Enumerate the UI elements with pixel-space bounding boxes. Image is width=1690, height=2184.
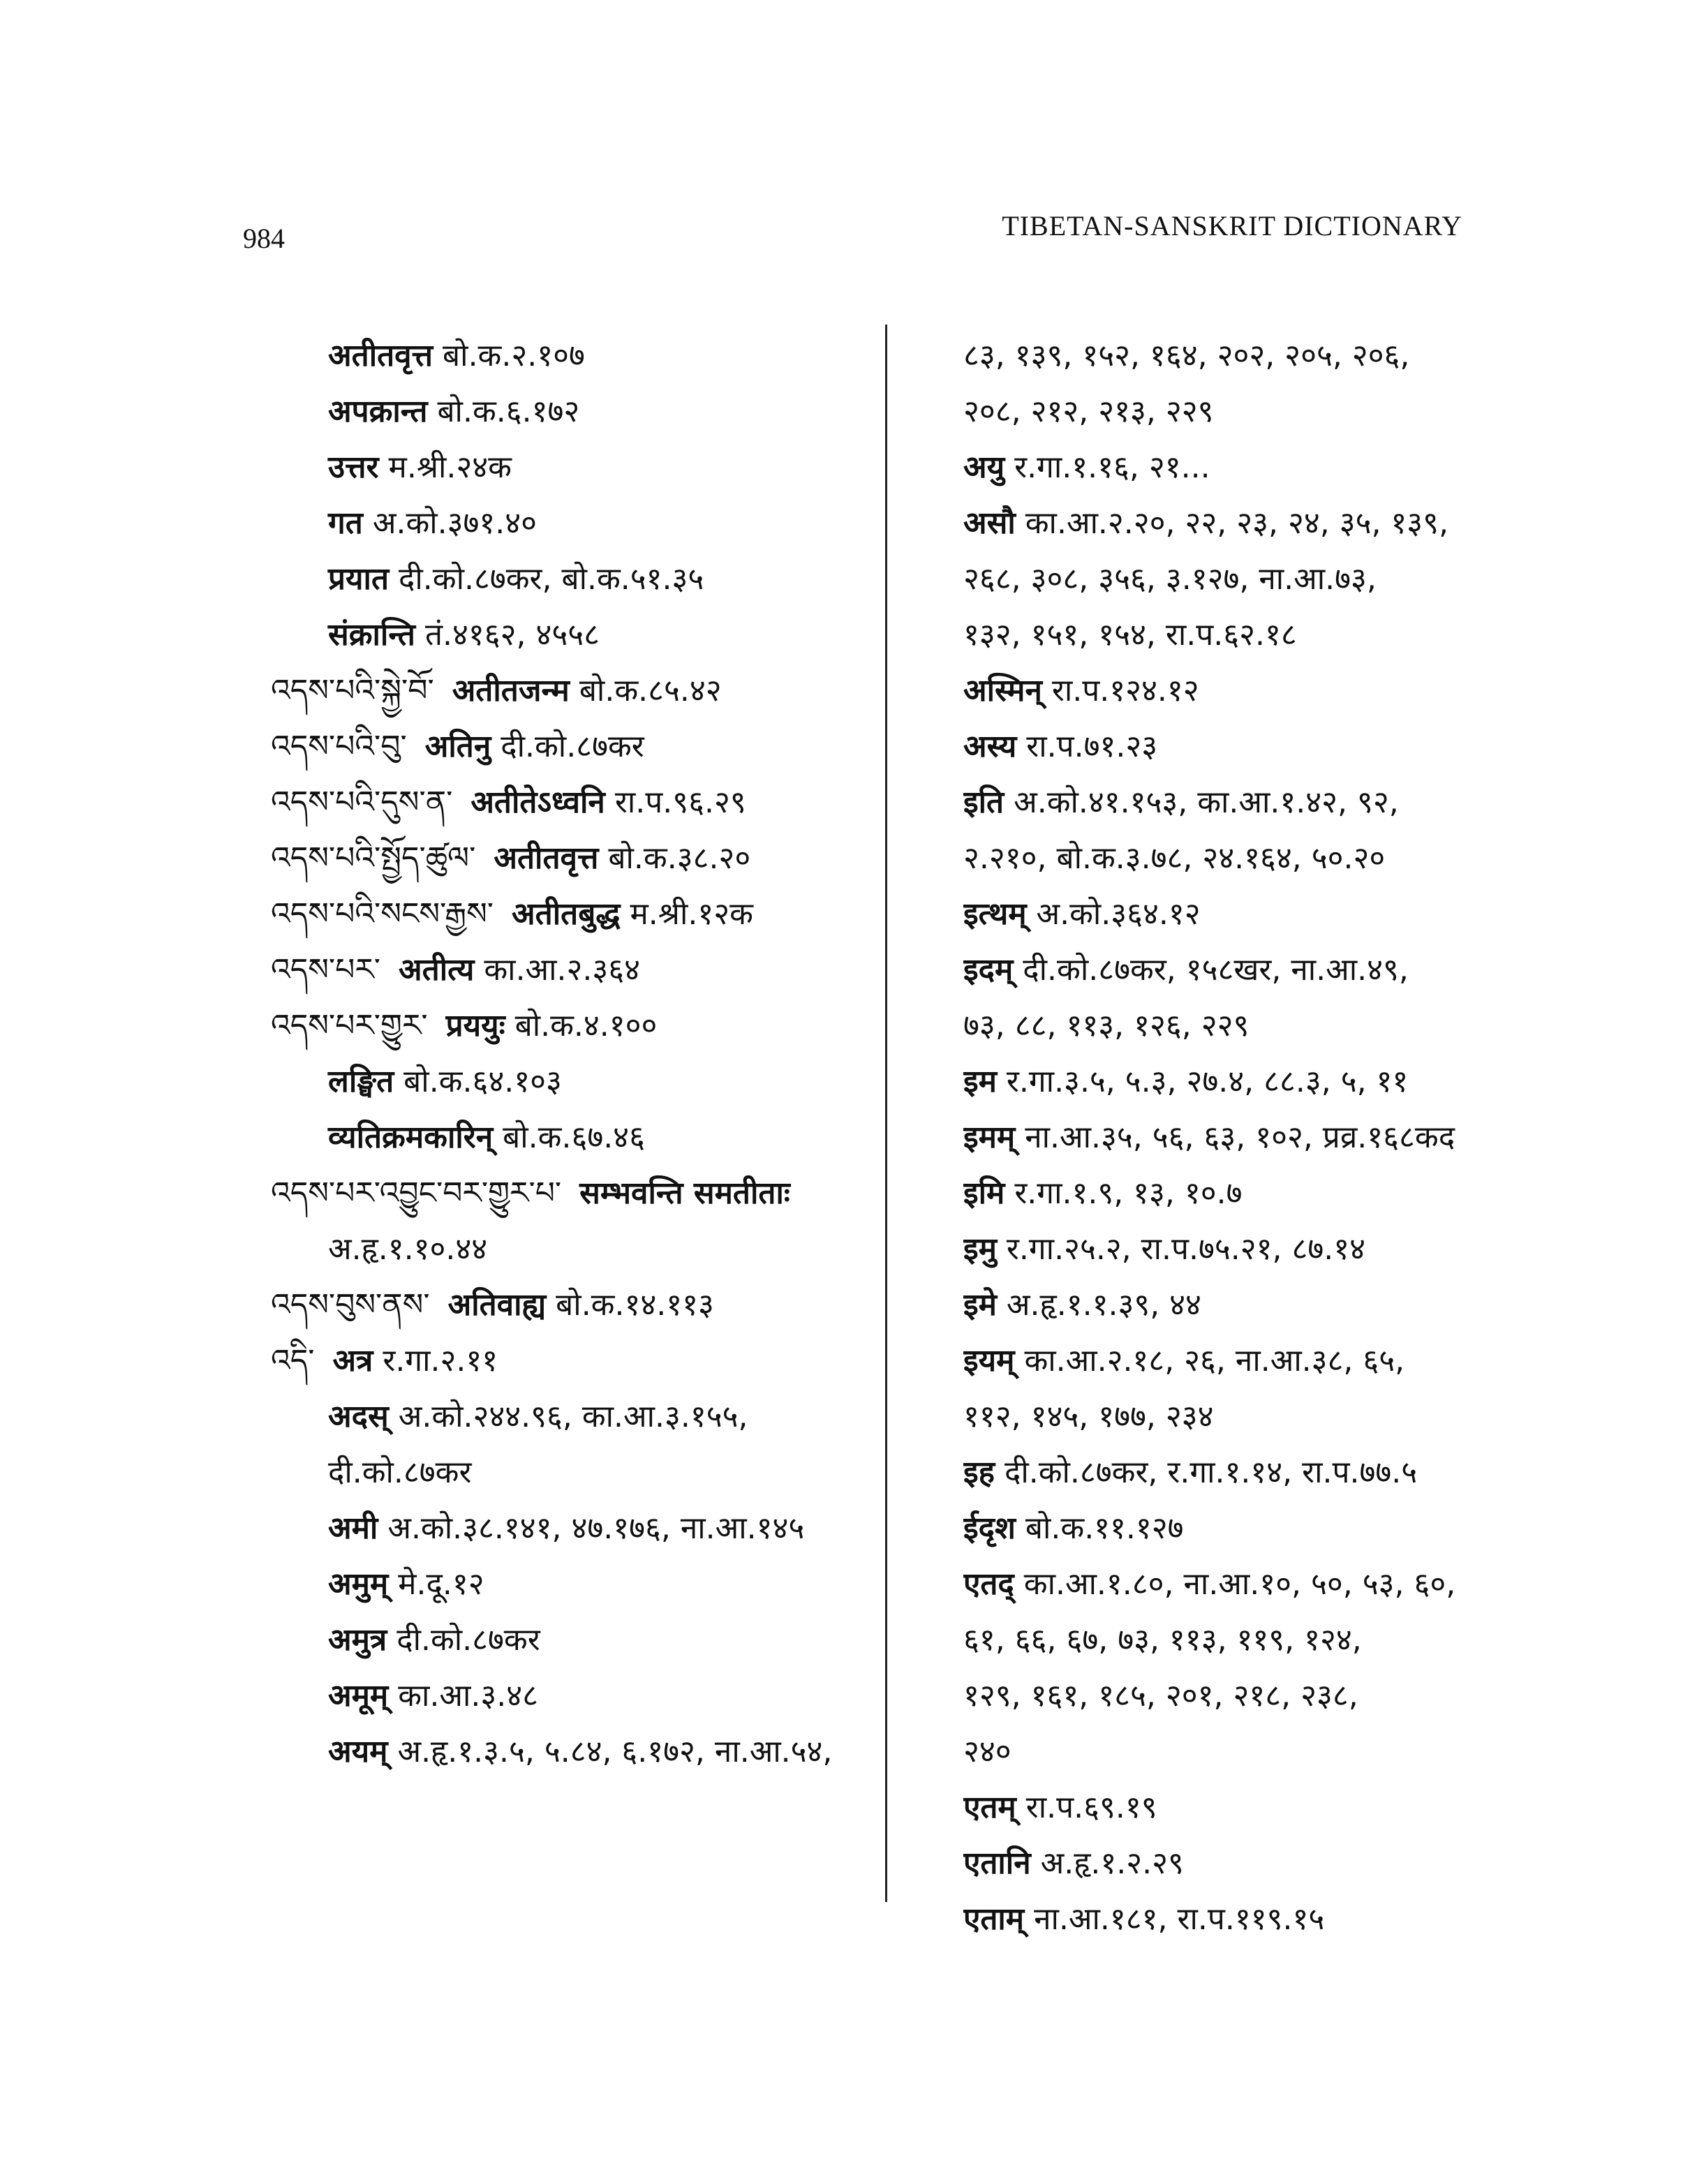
dictionary-entry bbox=[251, 1668, 873, 1724]
dictionary-entry bbox=[251, 551, 873, 607]
dictionary-entry bbox=[963, 719, 1522, 775]
dictionary-entry bbox=[963, 1110, 1522, 1166]
source-reference: अ.हृ.१.२.२९ bbox=[1040, 1845, 1184, 1881]
dictionary-entry bbox=[251, 1445, 873, 1501]
source-reference: अ.को.३८.१४१, ४७.१७६, ना.आ.१४५ bbox=[387, 1510, 805, 1546]
dictionary-entry bbox=[963, 1724, 1522, 1780]
sanskrit-headword: प्रयात bbox=[328, 561, 390, 597]
dictionary-entry bbox=[963, 328, 1522, 384]
source-reference: अ.को.२४४.९६, का.आ.३.१५५, bbox=[398, 1399, 748, 1434]
dictionary-entry bbox=[963, 1668, 1522, 1724]
tibetan-term: འདས་བུས་ནས་ bbox=[271, 1287, 430, 1323]
source-reference: बो.क.३८.२० bbox=[608, 840, 751, 876]
page-header bbox=[237, 209, 1515, 254]
dictionary-entry bbox=[963, 942, 1522, 998]
dictionary-entry bbox=[963, 1166, 1522, 1221]
dictionary-entry bbox=[963, 1277, 1522, 1333]
sanskrit-headword: सम्भवन्ति समतीताः bbox=[579, 1175, 790, 1211]
source-reference: दी.को.८७कर, १५८खर, ना.आ.४९, bbox=[1023, 952, 1409, 988]
sanskrit-headword: इदम् bbox=[963, 952, 1014, 988]
source-reference: बो.क.१४.११३ bbox=[556, 1287, 714, 1323]
dictionary-entry bbox=[251, 1724, 873, 1780]
source-reference: दी.को.८७कर bbox=[328, 1455, 472, 1490]
dictionary-entry bbox=[251, 942, 873, 998]
sanskrit-headword: उत्तर bbox=[328, 450, 379, 485]
dictionary-entry bbox=[251, 1557, 873, 1612]
dictionary-entry bbox=[963, 607, 1522, 663]
source-reference: दी.को.८७कर bbox=[396, 1622, 540, 1658]
sanskrit-headword: इमु bbox=[963, 1231, 997, 1267]
dictionary-entry bbox=[251, 496, 873, 551]
dictionary-entry bbox=[963, 1221, 1522, 1277]
sanskrit-headword: इति bbox=[963, 785, 1005, 820]
sanskrit-headword: अयम् bbox=[328, 1734, 388, 1769]
source-reference: रा.प.६९.१९ bbox=[1025, 1790, 1157, 1825]
source-reference: अ.हृ.१.३.५, ५.८४, ६.१७२, ना.आ.५४, bbox=[397, 1734, 833, 1769]
source-reference: का.आ.१.८०, ना.आ.१०, ५०, ५३, ६०, bbox=[1023, 1566, 1456, 1602]
sanskrit-headword: एतम् bbox=[963, 1790, 1016, 1825]
tibetan-term: འདས་པར་གྱུར་ bbox=[271, 1008, 428, 1043]
source-reference: १३२, १५१, १५४, रा.प.६२.१८ bbox=[963, 617, 1297, 653]
sanskrit-headword: अतीत्य bbox=[399, 952, 475, 988]
tibetan-term: འདས་པར་འབྱུང་བར་གྱུར་པ་ bbox=[271, 1175, 562, 1211]
sanskrit-headword: अत्र bbox=[332, 1343, 373, 1379]
sanskrit-headword: अस्मिन् bbox=[963, 673, 1042, 708]
source-reference: ना.आ.१८१, रा.प.११९.१५ bbox=[1034, 1901, 1325, 1937]
dictionary-entry bbox=[963, 1892, 1522, 1947]
source-reference: ना.आ.३५, ५६, ६३, १०२, प्रव्र.१६८कद bbox=[1025, 1120, 1455, 1155]
dictionary-entry bbox=[963, 1780, 1522, 1836]
dictionary-entry bbox=[251, 663, 873, 719]
source-reference: दी.को.८७कर, र.गा.१.१४, रा.प.७७.५ bbox=[1004, 1455, 1418, 1490]
sanskrit-headword: अतिवाह्य bbox=[447, 1287, 547, 1323]
sanskrit-headword: अदस् bbox=[328, 1399, 389, 1434]
source-reference: र.गा.१.९, १३, १०.७ bbox=[1014, 1175, 1243, 1211]
dictionary-entry bbox=[251, 1389, 873, 1445]
right-column bbox=[963, 328, 1522, 1947]
source-reference: मे.दू.१२ bbox=[398, 1566, 484, 1602]
source-reference: अ.को.३७१.४० bbox=[372, 505, 538, 541]
tibetan-term: འདས་པར་ bbox=[271, 952, 380, 988]
sanskrit-headword: अपक्रान्त bbox=[328, 394, 428, 429]
sanskrit-headword: इह bbox=[963, 1455, 995, 1490]
source-reference: २०८, २१२, २१३, २२९ bbox=[963, 394, 1214, 429]
dictionary-entry bbox=[251, 1277, 873, 1333]
sanskrit-headword: ईदृश bbox=[963, 1510, 1016, 1546]
sanskrit-headword: अतीतेऽध्वनि bbox=[470, 785, 605, 820]
source-reference: र.गा.२.११ bbox=[383, 1343, 498, 1379]
dictionary-entry bbox=[963, 1557, 1522, 1612]
tibetan-term: འདས་པའི་སངས་རྒྱས་ bbox=[271, 896, 494, 932]
source-reference: म.श्री.२४क bbox=[388, 450, 512, 485]
dictionary-entry bbox=[251, 328, 873, 384]
dictionary-entry bbox=[251, 831, 873, 886]
sanskrit-headword: लङ्घित bbox=[328, 1064, 394, 1099]
dictionary-entry bbox=[251, 440, 873, 496]
dictionary-entry bbox=[963, 775, 1522, 831]
dictionary-entry bbox=[963, 663, 1522, 719]
source-reference: म.श्री.१२क bbox=[630, 896, 753, 932]
source-reference: का.आ.२.२०, २२, २३, २४, ३५, १३९, bbox=[1025, 505, 1449, 541]
dictionary-entry bbox=[963, 1333, 1522, 1389]
source-reference: २४० bbox=[963, 1734, 1011, 1769]
source-reference: का.आ.३.४८ bbox=[398, 1678, 539, 1714]
source-reference: बो.क.६७.४६ bbox=[503, 1120, 645, 1155]
sanskrit-headword: एतद् bbox=[963, 1566, 1014, 1602]
source-reference: अ.हृ.१.१०.४४ bbox=[328, 1231, 488, 1267]
source-reference: रा.प.७१.२३ bbox=[1026, 729, 1158, 764]
dictionary-entry bbox=[251, 1333, 873, 1389]
dictionary-entry bbox=[251, 607, 873, 663]
dictionary-entry bbox=[963, 1501, 1522, 1557]
source-reference: का.आ.२.३६४ bbox=[484, 952, 641, 988]
source-reference: र.गा.१.१६, २१... bbox=[1014, 450, 1210, 485]
source-reference: ७३, ८८, ११३, १२६, २२९ bbox=[963, 1008, 1250, 1043]
dictionary-entry bbox=[251, 1501, 873, 1557]
dictionary-entry bbox=[963, 440, 1522, 496]
source-reference: रा.प.१२४.१२ bbox=[1051, 673, 1199, 708]
sanskrit-headword: एतानि bbox=[963, 1845, 1031, 1881]
source-reference: बो.क.८५.४२ bbox=[579, 673, 722, 708]
dictionary-entry bbox=[251, 1054, 873, 1110]
source-reference: बो.क.११.१२७ bbox=[1025, 1510, 1184, 1546]
dictionary-entry bbox=[963, 551, 1522, 607]
source-reference: अ.को.४१.१५३, का.आ.१.४२, ९२, bbox=[1014, 785, 1399, 820]
dictionary-entry bbox=[963, 998, 1522, 1054]
source-reference: दी.को.८७कर, बो.क.५१.३५ bbox=[399, 561, 704, 597]
source-reference: ६१, ६६, ६७, ७३, ११३, ११९, १२४, bbox=[963, 1622, 1362, 1658]
dictionary-entry bbox=[963, 496, 1522, 551]
sanskrit-headword: अस्य bbox=[963, 729, 1017, 764]
sanskrit-headword: अतीतवृत्त bbox=[494, 840, 599, 876]
sanskrit-headword: अमी bbox=[328, 1510, 378, 1546]
source-reference: बो.क.४.१०० bbox=[514, 1008, 658, 1043]
running-title: TIBETAN-SANSKRIT DICTIONARY bbox=[1002, 210, 1462, 242]
dictionary-entry bbox=[963, 1389, 1522, 1445]
source-reference: अ.को.३६४.१२ bbox=[1036, 896, 1201, 932]
sanskrit-headword: इमम् bbox=[963, 1120, 1016, 1155]
tibetan-term: འདས་པའི་དུས་ན་ bbox=[271, 785, 453, 820]
source-reference: का.आ.२.१८, २६, ना.आ.३८, ६५, bbox=[1024, 1343, 1405, 1379]
sanskrit-headword: प्रययुः bbox=[445, 1008, 505, 1043]
dictionary-entry bbox=[963, 384, 1522, 440]
tibetan-term: འདི་ bbox=[271, 1343, 315, 1379]
sanskrit-headword: अमूम् bbox=[328, 1678, 389, 1714]
sanskrit-headword: इम bbox=[963, 1064, 997, 1099]
source-reference: दी.को.८७कर bbox=[501, 729, 644, 764]
column-divider bbox=[885, 325, 887, 1902]
source-reference: १२९, १६१, १८५, २०१, २१८, २३८, bbox=[963, 1678, 1358, 1714]
sanskrit-headword: अतिनु bbox=[424, 729, 491, 764]
dictionary-entry bbox=[251, 775, 873, 831]
dictionary-entry bbox=[251, 1166, 873, 1221]
dictionary-entry bbox=[963, 1054, 1522, 1110]
source-reference: अ.हृ.१.१.३९, ४४ bbox=[1006, 1287, 1201, 1323]
source-reference: बो.क.६.१७२ bbox=[437, 394, 580, 429]
sanskrit-headword: अतीतबुद्ध bbox=[512, 896, 621, 932]
sanskrit-headword: असौ bbox=[963, 505, 1016, 541]
sanskrit-headword: अतीतजन्म bbox=[452, 673, 570, 708]
dictionary-entry bbox=[251, 719, 873, 775]
source-reference: रा.प.९६.२९ bbox=[614, 785, 746, 820]
left-column bbox=[251, 328, 873, 1780]
dictionary-entry bbox=[963, 1612, 1522, 1668]
dictionary-entry bbox=[963, 1445, 1522, 1501]
source-reference: बो.क.६४.१०३ bbox=[403, 1064, 562, 1099]
sanskrit-headword: अतीतवृत्त bbox=[328, 338, 433, 373]
sanskrit-headword: अयु bbox=[963, 450, 1005, 485]
source-reference: २६८, ३०८, ३५६, ३.१२७, ना.आ.७३, bbox=[963, 561, 1377, 597]
tibetan-term: འདས་པའི་བུ་ bbox=[271, 729, 407, 764]
dictionary-entry bbox=[963, 831, 1522, 886]
sanskrit-headword: इत्थम् bbox=[963, 896, 1027, 932]
sanskrit-headword: इमि bbox=[963, 1175, 1005, 1211]
dictionary-entry bbox=[251, 384, 873, 440]
tibetan-term: འདས་པའི་སྤྱོད་ཚུལ་ bbox=[271, 840, 476, 876]
dictionary-entry bbox=[963, 886, 1522, 942]
dictionary-entry bbox=[251, 1110, 873, 1166]
dictionary-entry bbox=[251, 1221, 873, 1277]
dictionary-entry bbox=[963, 1836, 1522, 1892]
sanskrit-headword: अमुत्र bbox=[328, 1622, 387, 1658]
source-reference: तं.४१६२, ४५५८ bbox=[424, 617, 600, 653]
sanskrit-headword: एताम् bbox=[963, 1901, 1025, 1937]
dictionary-entry bbox=[251, 998, 873, 1054]
sanskrit-headword: संक्रान्ति bbox=[328, 617, 415, 653]
source-reference: २.२१०, बो.क.३.७८, २४.१६४, ५०.२० bbox=[963, 840, 1386, 876]
source-reference: र.गा.२५.२, रा.प.७५.२१, ८७.१४ bbox=[1006, 1231, 1365, 1267]
sanskrit-headword: इमे bbox=[963, 1287, 997, 1323]
dictionary-entry bbox=[251, 1612, 873, 1668]
sanskrit-headword: अमुम् bbox=[328, 1566, 389, 1602]
source-reference: ११२, १४५, १७७, २३४ bbox=[963, 1399, 1214, 1434]
source-reference: बो.क.२.१०७ bbox=[443, 338, 585, 373]
dictionary-entry bbox=[251, 886, 873, 942]
sanskrit-headword: व्यतिक्रमकारिन् bbox=[328, 1120, 494, 1155]
sanskrit-headword: गत bbox=[328, 505, 363, 541]
source-reference: ८३, १३९, १५२, १६४, २०२, २०५, २०६, bbox=[963, 338, 1410, 373]
source-reference: र.गा.३.५, ५.३, २७.४, ८८.३, ५, ११ bbox=[1006, 1064, 1409, 1099]
sanskrit-headword: इयम् bbox=[963, 1343, 1015, 1379]
page-number: 984 bbox=[243, 223, 285, 254]
tibetan-term: འདས་པའི་སྐྱེ་བོ་ bbox=[271, 673, 434, 708]
